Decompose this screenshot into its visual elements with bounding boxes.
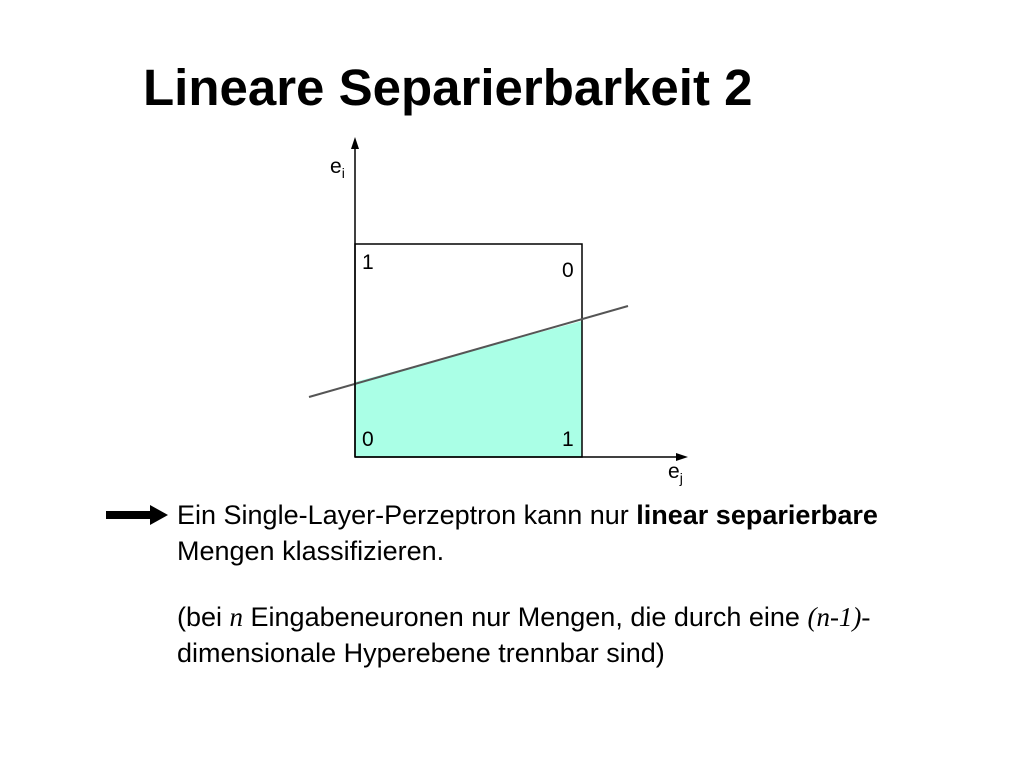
note-n-minus-1: (n-1)- [807, 602, 871, 632]
note-n: n [229, 602, 244, 632]
note-part2: Eingabeneuronen nur Mengen, die durch eine [243, 602, 808, 632]
bullet-text-part2: Mengen klassifizieren. [177, 536, 445, 566]
x-axis-label: $e_j$ [668, 460, 683, 486]
corner-label-top-right: 0 [562, 259, 574, 282]
x-axis-subscript: j [679, 470, 683, 486]
bullet-text-bold: linear separierbare [636, 500, 878, 530]
right-arrow-icon [106, 503, 168, 527]
note-part1: (bei [177, 602, 230, 632]
y-axis-subscript: i [341, 165, 345, 181]
y-axis-arrowhead [351, 137, 359, 149]
corner-label-top-left: 1 [362, 251, 374, 274]
y-axis-label: $e_i$ [330, 155, 345, 181]
note-part3: dimensionale Hyperebene trennbar sind) [177, 638, 665, 668]
separated-region [355, 321, 582, 457]
corner-label-bottom-right: 1 [562, 428, 574, 451]
note-text [177, 599, 897, 671]
bullet-text [177, 497, 897, 569]
corner-label-bottom-left: 0 [362, 428, 374, 451]
slide-title: Lineare Separierbarkeit 2 [143, 59, 753, 116]
bullet-text-part1: Ein Single-Layer-Perzeptron kann nur [177, 500, 637, 530]
